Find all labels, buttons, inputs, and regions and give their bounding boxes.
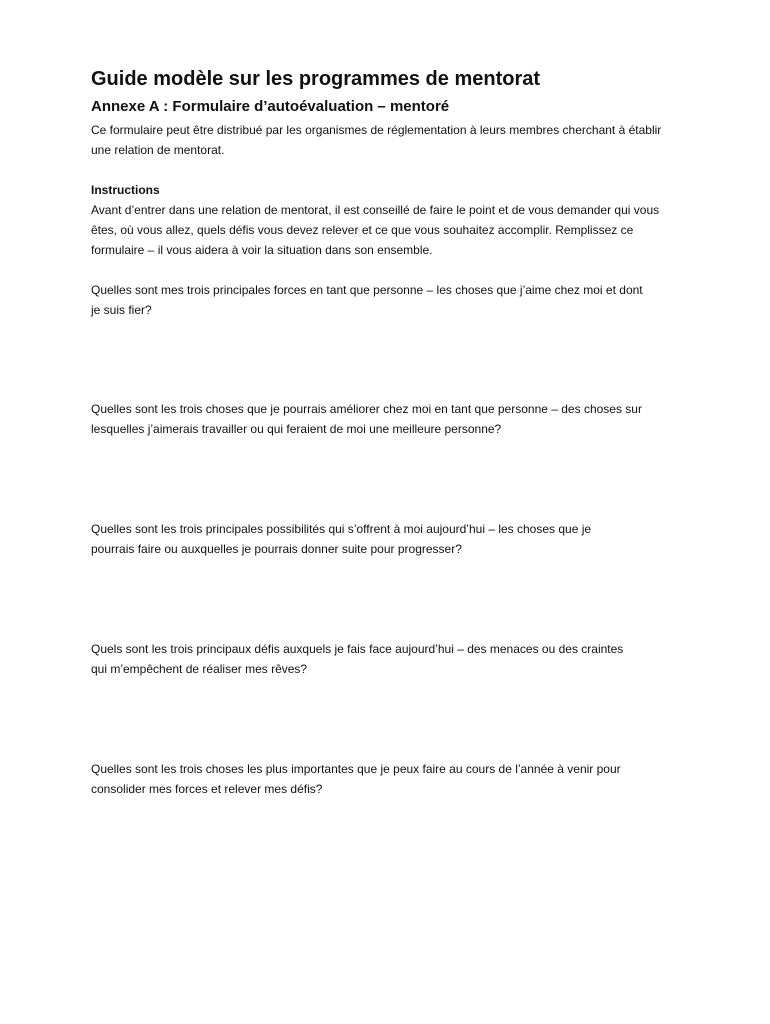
- question-line: lesquelles j’aimerais travailler ou qui feraient de moi une meilleure personne?: [91, 422, 502, 436]
- question-2: [91, 399, 711, 439]
- question-line: Quelles sont les trois choses que je pourrais améliorer chez moi en tant que personne – des choses sur: [91, 402, 642, 416]
- question-line: pourrais faire ou auxquelles je pourrais donner suite pour progresser?: [91, 542, 462, 556]
- question-3: [91, 519, 711, 559]
- question-5: [91, 759, 711, 799]
- page-title: Guide modèle sur les programmes de mentorat: [91, 68, 541, 90]
- instructions-line: êtes, où vous allez, quels défis vous devez relever et ce que vous souhaitez accomplir. Remplissez ce: [91, 223, 634, 237]
- question-line: Quelles sont mes trois principales forces en tant que personne – les choses que j’aime chez moi et dont: [91, 283, 643, 297]
- question-line: Quelles sont les trois choses les plus importantes que je peux faire au cours de l’année à venir pour: [91, 762, 621, 776]
- question-line: je suis fier?: [91, 303, 152, 317]
- instructions-line: Avant d’entrer dans une relation de mentorat, il est conseillé de faire le point et de vous demander qui vous: [91, 203, 660, 217]
- instructions-section: [91, 180, 711, 260]
- intro-line: Ce formulaire peut être distribué par les organismes de réglementation à leurs membres cherchant à établir: [91, 123, 662, 137]
- question-1: [91, 280, 711, 320]
- question-line: consolider mes forces et relever mes défis?: [91, 782, 323, 796]
- instructions-heading: Instructions: [91, 183, 160, 197]
- intro-paragraph: [91, 120, 711, 160]
- intro-line: une relation de mentorat.: [91, 143, 225, 157]
- instructions-line: formulaire – il vous aidera à voir la situation dans son ensemble.: [91, 243, 433, 257]
- question-4: [91, 639, 711, 679]
- question-line: Quels sont les trois principaux défis auxquels je fais face aujourd’hui – des menaces ou des craintes: [91, 642, 624, 656]
- question-line: qui m’empêchent de réaliser mes rêves?: [91, 662, 308, 676]
- annex-subtitle: Annexe A : Formulaire d’autoévaluation – mentoré: [91, 98, 450, 115]
- question-line: Quelles sont les trois principales possibilités qui s’offrent à moi aujourd’hui – les choses que je: [91, 522, 592, 536]
